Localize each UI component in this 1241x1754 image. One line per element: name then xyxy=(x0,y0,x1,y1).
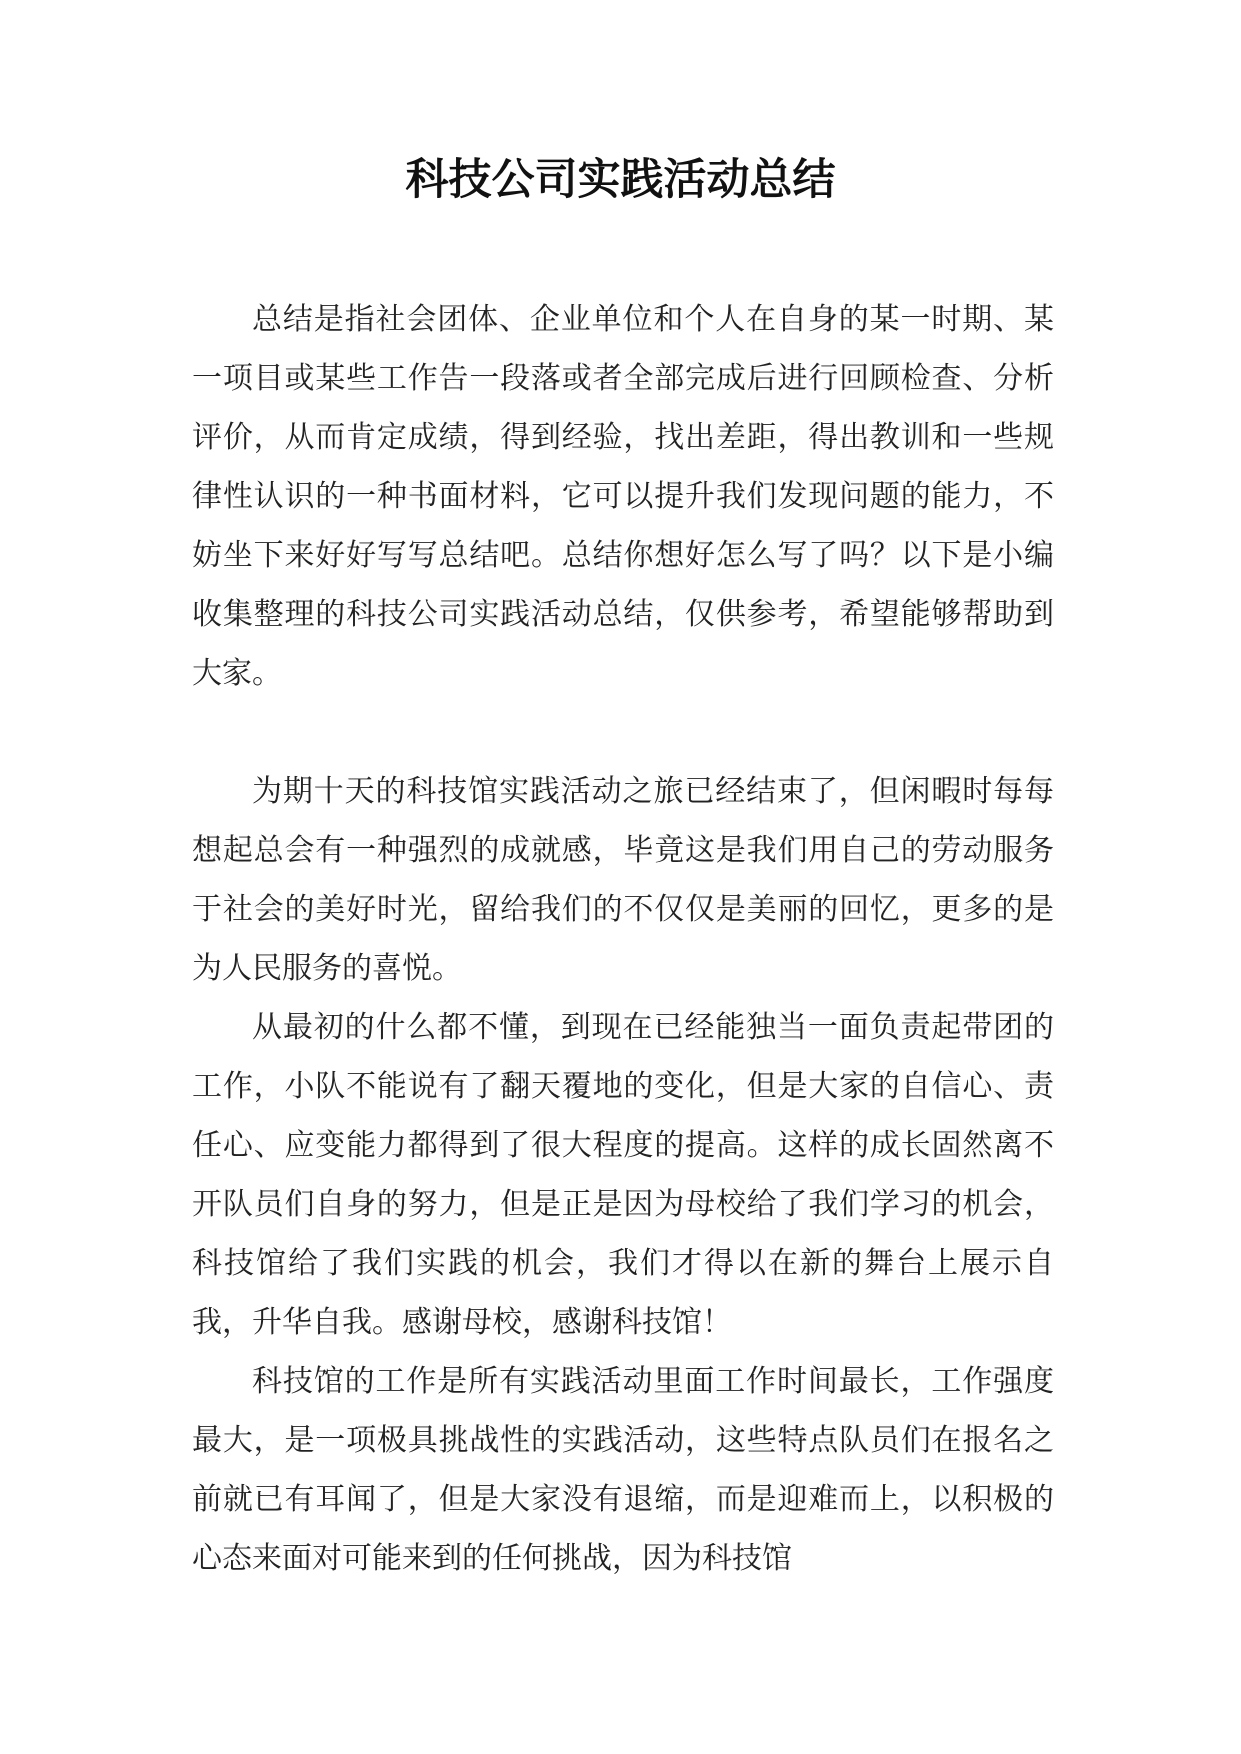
body-paragraph-2: 从最初的什么都不懂，到现在已经能独当一面负责起带团的工作，小队不能说有了翻天覆地的变化，但是大家的自信心、责任心、应变能力都得到了很大程度的提高。这样的成长固然离不开队员们自身的努力，但是正是因为母校给了我们学习的机会，科技馆给了我们实践的机会，我们才得以在新的舞台上展示自我，升华自我。感谢母校，感谢科技馆！ xyxy=(192,1010,1054,1340)
body-paragraph-3: 科技馆的工作是所有实践活动里面工作时间最长，工作强度最大，是一项极具挑战性的实践活动，这些特点队员们在报名之前就已有耳闻了，但是大家没有退缩，而是迎难而上，以积极的心态来面对可能来到的任何挑战，因为科技馆 xyxy=(192,1364,1054,1576)
document-body xyxy=(192,290,1054,1588)
intro-paragraph: 总结是指社会团体、企业单位和个人在自身的某一时期、某一项目或某些工作告一段落或者全部完成后进行回顾检查、分析评价，从而肯定成绩，得到经验，找出差距，得出教训和一些规律性认识的一种书面材料，它可以提升我们发现问题的能力，不妨坐下来好好写写总结吧。总结你想好怎么写了吗？以下是小编收集整理的科技公司实践活动总结，仅供参考，希望能够帮助到大家。 xyxy=(192,302,1054,691)
body-paragraph-1: 为期十天的科技馆实践活动之旅已经结束了，但闲暇时每每想起总会有一种强烈的成就感，毕竟这是我们用自己的劳动服务于社会的美好时光，留给我们的不仅仅是美丽的回忆，更多的是为人民服务的喜悦。 xyxy=(192,774,1054,986)
document-title: 科技公司实践活动总结 xyxy=(405,155,836,205)
